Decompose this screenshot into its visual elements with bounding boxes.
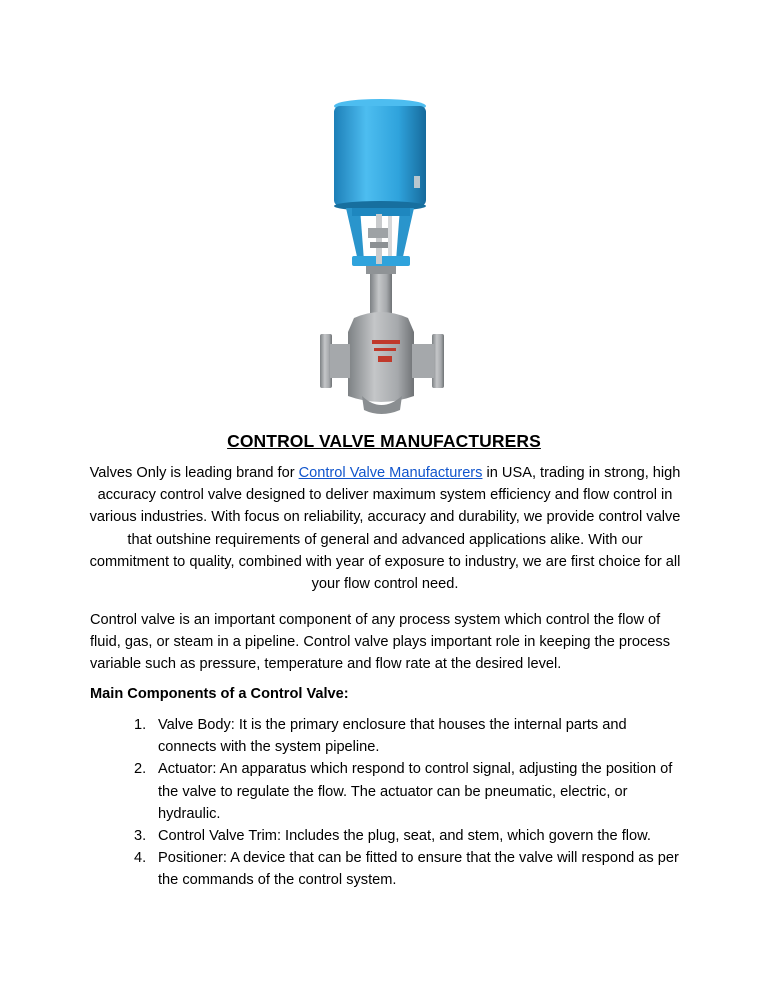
definition-paragraph: Control valve is an important component of any process system which control the flow of fluid, gas, or steam in a pipeline. Control valve plays important role in keeping the process variable such as pressure, temperature and flow rate at the desired level.	[90, 612, 671, 673]
list-item	[134, 758, 688, 825]
components-heading: Main Components of a Control Valve:	[90, 686, 349, 702]
list-number: 2.	[134, 761, 147, 778]
list-item-text: Valve Body: It is the primary enclosure that houses the internal parts and connects with the system pipeline.	[158, 717, 627, 756]
intro-text-after-link: in USA, trading in strong, high accuracy control valve designed to deliver maximum system efficiency and flow control in various industries. With focus on reliability, accuracy and durability, we provide control valve that outshine requirements of general and advanced applications alike. With our commitment to quality, combined with year of exposure to industry, we are first choice for all your flow control need.	[89, 465, 681, 593]
intro-text-before-link: Valves Only is leading brand for	[89, 465, 299, 481]
list-number: 3.	[134, 828, 147, 845]
list-item-text: Actuator: An apparatus which respond to control signal, adjusting the position of the valve to regulate the flow. The actuator can be pneumatic, electric, or hydraulic.	[158, 761, 673, 822]
components-list	[134, 714, 688, 892]
list-item-text: Positioner: A device that can be fitted to ensure that the valve will respond as per the commands of the control system.	[158, 850, 679, 889]
control-valve-manufacturers-link[interactable]: Control Valve Manufacturers	[298, 465, 483, 481]
list-item	[134, 847, 688, 891]
page-title: CONTROL VALVE MANUFACTURERS	[227, 431, 541, 451]
list-number: 1.	[134, 717, 147, 733]
list-item-text: Control Valve Trim: Includes the plug, seat, and stem, which govern the flow.	[158, 828, 651, 845]
list-item	[134, 714, 688, 758]
intro-paragraph	[86, 462, 684, 595]
list-item	[134, 825, 688, 847]
control-valve-image	[312, 96, 456, 416]
list-number: 4.	[134, 850, 147, 867]
